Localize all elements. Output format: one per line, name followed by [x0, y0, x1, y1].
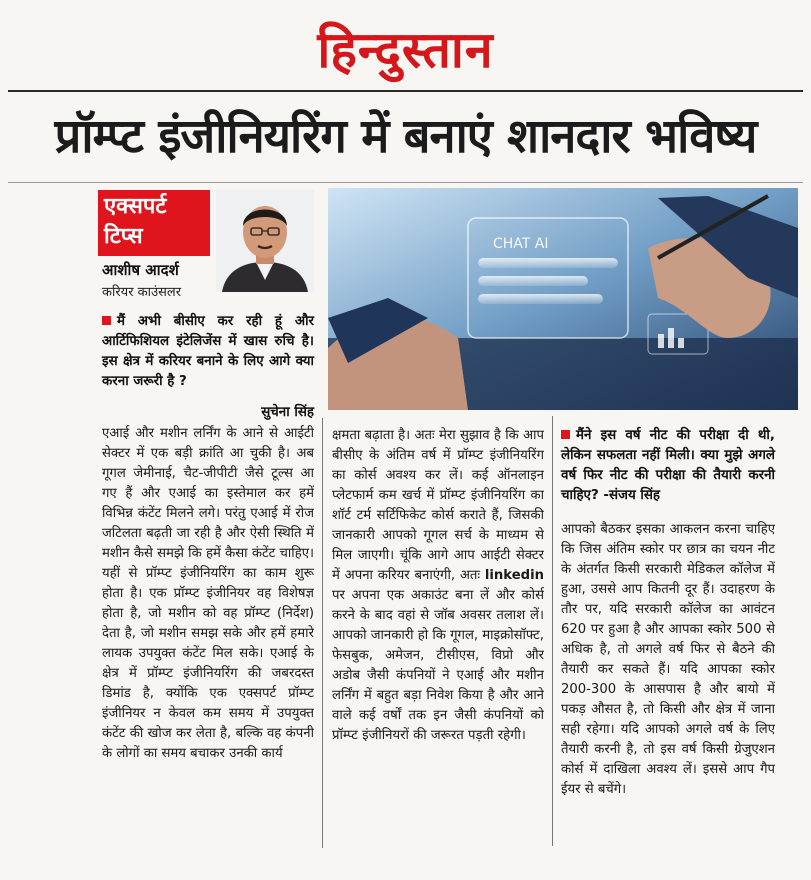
- answer-2-column: आपको बैठकर इसका आकलन करना चाहिए कि जिस अंतिम स्कोर पर छात्र का चयन नीट के अंतर्गत किसी सरकारी मेडिकल कॉलेज में हुआ, उससे आप कितनी दूर हैं। उदाहरण के तौर पर, यदि सरकारी कॉलेज का आवंटन 620 पर हुआ है और आपका स्कोर 500 से अधिक है, तो अगले वर्ष फिर से बैठने की तैयारी कर सकते हैं। यदि आपका स्कोर 200-300 के आसपास है और बायो में पकड़ औसत है, तो किसी और क्षेत्र में जाना सही रहेगा। यदि आपको अगले वर्ष के लिए तैयारी करनी है, तो इस वर्ष किसी ग्रेजुएशन कोर्स में दाखिला अवश्य लें। इससे आप गैप ईयर से बचेंगे।: [561, 522, 775, 797]
- answer-1-column-2-text-a: क्षमता बढ़ाता है। अतः मेरा सुझाव है कि आप बीसीए के अंतिम वर्ष में प्रॉम्प्ट इंजीनियरिंग का कोर्स अवश्य कर लें। कई ऑनलाइन प्लेटफार्म कम खर्च में प्रॉम्प्ट इंजीनियरिंग का शॉर्ट टर्म सर्टिफिकेट कोर्स कराते हैं, जिसकी जानकारी आपको गूगल सर्च के माध्यम से मिल जाएगी। चूंकि आगे आप आईटी सेक्टर में अपना करियर बनाएंगी, अतः: [332, 428, 544, 583]
- photo-screen-text: CHAT AI: [493, 236, 549, 252]
- question-2-text: मैंने इस वर्ष नीट की परीक्षा दी थी, लेकिन सफलता नहीं मिली। क्या मुझे अगले वर्ष फिर नीट की परीक्षा की तैयारी करनी चाहिए?: [561, 428, 775, 503]
- expert-tag-line1: एक्सपर्ट: [104, 194, 167, 219]
- question-1: [102, 312, 314, 392]
- answer-1-column-2-text-b: पर अपना एक अकाउंट बना लें और कोर्स करने के बाद वहां से जॉब अवसर तलाश लें। आपको जानकारी हो कि गूगल, माइक्रोसॉफ्ट, फेसबुक, अमेजन, टीसीएस, विप्रो और अडोब जैसी कंपनियों ने एआई और मशीन लर्निंग में बहुत बड़ा निवेश किया है और आने वाले कई वर्षों तक इन जैसी कंपनियों को प्रॉम्प्ट इंजीनियरों की जरूरत पड़ती रहेगी।: [332, 588, 544, 743]
- expert-tag-line2: टिप्स: [104, 224, 143, 249]
- article-headline: प्रॉम्प्ट इंजीनियरिंग में बनाएं शानदार भविष्य: [54, 109, 757, 164]
- question-1-author: सुचेना सिंह: [261, 405, 314, 420]
- column-divider-1: [322, 418, 323, 848]
- column-divider-2: [552, 416, 553, 846]
- question-1-text: मैं अभी बीसीए कर रही हूं और आर्टिफिशियल इंटेलिजेंस में खास रुचि है। इस क्षेत्र में करियर बनाने के लिए आगे क्या करना जरूरी है ?: [102, 314, 314, 389]
- answer-1-column-2: [332, 426, 544, 846]
- bullet-square-icon: [561, 430, 570, 439]
- expert-role: करियर काउंसलर: [102, 285, 182, 300]
- masthead-title: हिन्दुस्तान: [317, 20, 494, 79]
- answer-1-column-1: एआई और मशीन लर्निंग के आने से आईटी सेक्टर में एक बड़ी क्रांति आ चुकी है। अब गूगल जेमीनाई, चैट-जीपीटी जैसे टूल्स आ गए हैं और एआई का इस्तेमाल कर हमें विभिन्न कंटेंट मिलने लगे। परंतु एआई में रोज जटिलता बढ़ती जा रही है और ऐसी स्थिति में मशीन कैसे समझे कि हमें कैसा कंटेंट चाहिए। यहीं से प्रॉम्प्ट इंजीनियरिंग का काम शुरू होता है। एक प्रॉम्प्ट इंजीनियर वह विशेषज्ञ होता है, जो मशीन को वह प्रॉम्प्ट (निर्देश) देता है, जो मशीन समझ सके और हमें हमारे लायक उपयुक्त कंटेंट मिल सके। एआई के क्षेत्र में प्रॉम्प्ट इंजीनियरिंग की जबरदस्त डिमांड है, क्योंकि एक एक्सपर्ट प्रॉम्प्ट इंजीनियर न केवल कम समय में उपयुक्त कंटेंट की खोज कर लेता है, बल्कि वह कंपनी के लोगों का समय बचाकर उनकी कार्य: [102, 426, 314, 761]
- expert-box: [98, 190, 314, 302]
- expert-portrait: [216, 190, 314, 292]
- newspaper-masthead: [0, 18, 811, 82]
- question-2-author: -संजय सिंह: [603, 488, 661, 503]
- expert-name: आशीष आदर्श: [102, 261, 179, 279]
- masthead-rule: [8, 90, 803, 92]
- expert-tips-tag: [98, 190, 210, 256]
- bullet-square-icon: [102, 316, 111, 325]
- linkedin-bold: linkedin: [484, 568, 544, 583]
- headline-rule: [8, 182, 803, 183]
- question-2: [561, 426, 775, 506]
- chat-ai-photo: [328, 188, 798, 410]
